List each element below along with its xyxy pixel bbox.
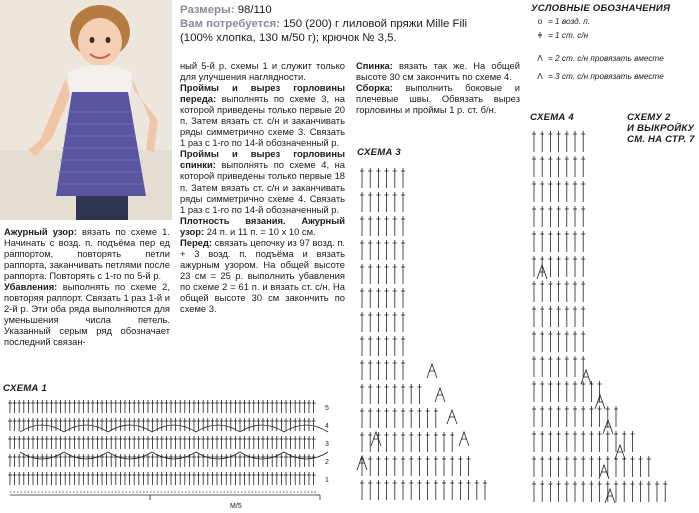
paragraph-back-armholes: Проймы и вырез горловины спинки: выполнять по схеме 4, на которой приведены только первые 18 п. Затем вязать ст. с/н и заканчивать ряды симметрично схеме 4. Связать 1 раз с 1-го по 14-й обозначенный р.: [180, 148, 345, 215]
paragraph-gauge: Плотность вязания. Ажурный узор: 24 п. и 11 п. = 10 х 10 см.: [180, 214, 345, 237]
paragraph-front: Перед: связать цепочку из 97 возд. п. + 3 возд. п. подъёма и вязать ажурным узором. На общей высоте 23 см = 25 р. выполнить убавления по схеме 2 = 61 п. и вязать ст. с/н. На общей высоте 30 см закончить по схеме 3.: [180, 236, 345, 315]
dc2tog-icon: Λ: [537, 54, 543, 63]
materials-line-2: (100% хлопка, 130 м/50 г); крючок № 3,5.: [180, 32, 397, 44]
legend-dc: ǂ = 1 ст. с/н: [532, 29, 664, 43]
schema2-reference: СХЕМУ 2 И ВЫКРОЙКУ СМ. НА СТР. 7: [627, 112, 695, 145]
svg-text:1: 1: [325, 477, 329, 484]
schema3-chart: [352, 160, 522, 513]
sizes-line: [180, 3, 272, 17]
paragraph-back: Спинка: вязать так же. На общей высоте 30 см закончить по схеме 4.: [356, 60, 520, 83]
svg-text:4: 4: [325, 423, 329, 430]
paragraph-pattern: Ажурный узор: вязать по схеме 1. Начинать с возд. п. подъёма пер ед раппортом, повторять петли раппорта, заканчивать петлями после раппорта. Повторять с 1-го по 5-й р.: [4, 226, 170, 282]
paragraph-decreases: Убавления: выполнять по схеме 2, повторяя раппорт. Связать 1 раз 1-й и 2-й р. Эти оба ряда выполняются для уменьшения числа петель. Указанный серым ряд обозначает последний связан-: [4, 281, 170, 348]
schema3-label: СХЕМА 3: [357, 147, 401, 158]
sizes-value: 98/110: [237, 4, 272, 16]
legend-chain: o = 1 возд. п.: [532, 15, 664, 29]
svg-text:2: 2: [325, 459, 329, 466]
dc3tog-icon: Λ: [537, 72, 543, 81]
sizes-label: Размеры:: [180, 4, 235, 16]
text-column-2: [180, 60, 345, 314]
paragraph-continued: ный 5-й р. схемы 1 и служит только для улучшения наглядности.: [180, 60, 345, 83]
text-column-3: [356, 60, 520, 115]
text-column-1: [4, 226, 170, 348]
child-photo: [0, 0, 172, 220]
rapport-label: М/5: [230, 503, 242, 510]
schema1-label: СХЕМА 1: [3, 383, 47, 394]
legend: [532, 15, 664, 84]
double-crochet-icon: ǂ: [537, 31, 543, 40]
materials-line: [180, 17, 467, 31]
schema4-label: СХЕМА 4: [530, 112, 574, 123]
svg-text:5: 5: [325, 405, 329, 412]
materials-label: Вам потребуется:: [180, 18, 280, 30]
materials-value: 150 (200) г лиловой пряжи Mille Fili: [283, 18, 468, 30]
legend-title: УСЛОВНЫЕ ОБОЗНАЧЕНИЯ: [531, 3, 671, 14]
paragraph-front-armholes: Проймы и вырез горловины переда: выполнять по схеме 3, на которой приведены только первые 20 п. Затем вязать ст. с/н и заканчивать ряды симметрично схеме 3. Связать 1 раз с 1-го по 14-й обозначенный р.: [180, 82, 345, 149]
legend-dc2tog: Λ = 2 ст. с/н провязать вместе: [532, 52, 664, 66]
svg-text:3: 3: [325, 441, 329, 448]
schema4-chart: [524, 125, 699, 513]
chain-icon: o: [537, 17, 543, 26]
schema1-chart: [0, 392, 350, 513]
paragraph-assembly: Сборка: выполнить боковые и плечевые швы. Обвязать вырез горловины и проймы 1 р. ст. б/н.: [356, 82, 520, 116]
legend-dc3tog: Λ = 3 ст. с/н провязать вместе: [532, 70, 664, 84]
